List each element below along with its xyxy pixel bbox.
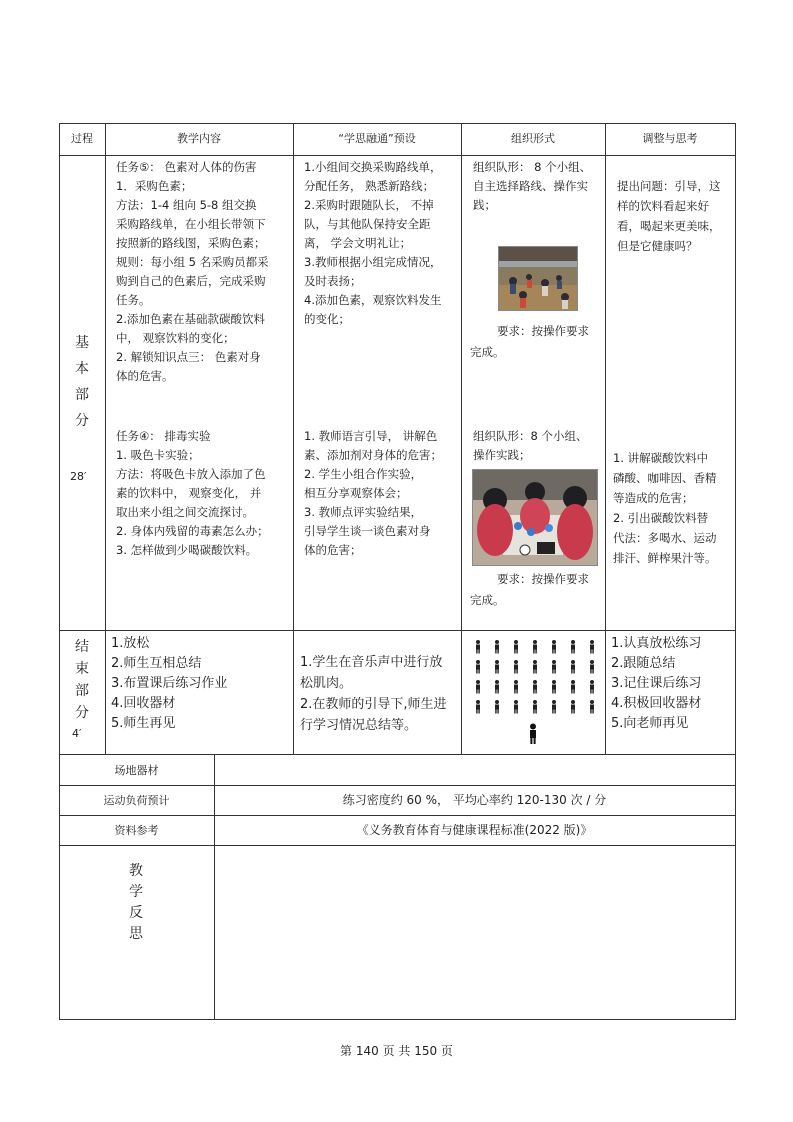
basic-org-1-req: 要求：按操作要求 [497,324,589,338]
header-divider [59,155,736,156]
formation-figures [468,636,602,748]
activity-photo-experiment [472,469,598,566]
col-divider-1 [105,123,106,754]
student-row-1 [476,640,594,654]
basic-section-label: 基 本 部 分 [75,335,89,429]
basic-org-1: 组织队形： 8 个小组、 自主选择路线、操作实 践； [473,160,592,212]
header-reflection: 调整与思考 [642,132,698,145]
basic-org-1-req-end: 完成。 [470,345,505,359]
student-row-3 [476,680,594,694]
student-row-2 [476,660,594,674]
ending-section-time: 4′ [72,727,82,740]
header-preset: “学思融通”预设 [338,132,416,145]
load-value: 练习密度约 60 %， 平均心率约 120-130 次 / 分 [342,793,607,807]
table-border-right [735,123,736,1019]
ref-divider [59,845,736,846]
ending-preset: 1.学生在音乐声中进行放 松肌肉。 2.在教师的引导下,师生进 行学习情况总结等。 [300,655,447,733]
basic-divider [59,630,736,631]
basic-content-task5: 任务⑤： 色素对人体的伤害 1．采购色素； 方法：1-4 组向 5-8 组交换 采购路线单，在小组长带领下 按照新的路线图，采购色素； 规则：每小组 5 名采购员都采 购到自己的色素后，完成采购 任务。 2.添加色素在基础款碳酸饮料 中， 观察饮料的变化； 2. 解锁知识点三： 色素对身 体的危害。 [116,160,269,383]
basic-reflect-1: 提出问题：引导，这 样的饮料看起来好 看，喝起来更美味， 但是它健康吗？ [617,179,721,253]
venue-divider [59,785,736,786]
ending-reflect: 1.认真放松练习 2.跟随总结 3.记住课后练习 4.积极回收器材 5.向老师再见 [611,636,702,731]
table-border-bottom [59,1019,736,1020]
venue-label: 场地器材 [114,764,159,777]
basic-org-2-req-end: 完成。 [470,593,505,607]
header-organization: 组织形式 [511,132,555,145]
reference-value: 《义务教育体育与健康课程标准(2022 版)》 [356,823,593,837]
formation-diagram [468,636,602,748]
basic-preset-2: 1. 教师语言引导， 讲解色 素、添加剂对身体的危害； 2. 学生小组合作实验， 相互分享观察体会； 3. 教师点评实验结果， 引导学生谈一谈色素对身 体的危害； [304,429,442,557]
experiment-photo-image [473,470,597,565]
teaching-reflection-label: 教 学 反 思 [129,863,143,942]
load-label: 运动负荷预计 [103,794,170,807]
col-divider-3 [461,123,462,754]
header-content: 教学内容 [177,132,221,145]
basic-preset-1: 1.小组间交换采购路线单， 分配任务， 熟悉新路线； 2.采购时跟随队长， 不掉 队，与其他队保持安全距 离， 学会文明礼让； 3.教师根据小组完成情况， 及时表扬； 4.添加色素，观察饮料发生 的变化； [304,160,442,326]
table-border-top [59,123,736,124]
student-row-4 [476,700,594,714]
gym-photo-image [499,247,577,310]
load-divider [59,815,736,816]
basic-org-2-req: 要求：按操作要求 [497,572,589,586]
basic-org-2: 组织队形：8 个小组、 操作实践； [473,429,588,462]
col-divider-2 [293,123,294,754]
header-process: 过程 [71,132,93,145]
reference-label: 资料参考 [114,824,159,837]
page-number: 第 140 页 共 150 页 [340,1044,453,1058]
ending-content: 1.放松 2.师生互相总结 3.布置课后练习作业 4.回收器材 5.师生再见 [111,636,228,731]
basic-content-task4: 任务④： 排毒实验 1. 吸色卡实验； 方法：将吸色卡放入添加了色 素的饮料中， 观察变化， 并 取出来小组之间交流探讨。 2. 身体内残留的毒素怎么办； 3. 怎样做到少喝碳酸饮料。 [116,429,269,557]
col-divider-4 [605,123,606,754]
basic-section-time: 28′ [70,470,87,483]
activity-photo-gym [498,246,578,311]
ending-section-label: 结 束 部 分 [75,639,89,721]
ending-divider [59,754,736,755]
teacher-figure [530,724,536,745]
table-border-left [59,123,60,1019]
basic-reflect-2: 1. 讲解碳酸饮料中 磷酸、咖啡因、香精 等造成的危害； 2. 引出碳酸饮料替 代法：多喝水、运动 排汗、鲜榨果汁等。 [613,451,717,565]
